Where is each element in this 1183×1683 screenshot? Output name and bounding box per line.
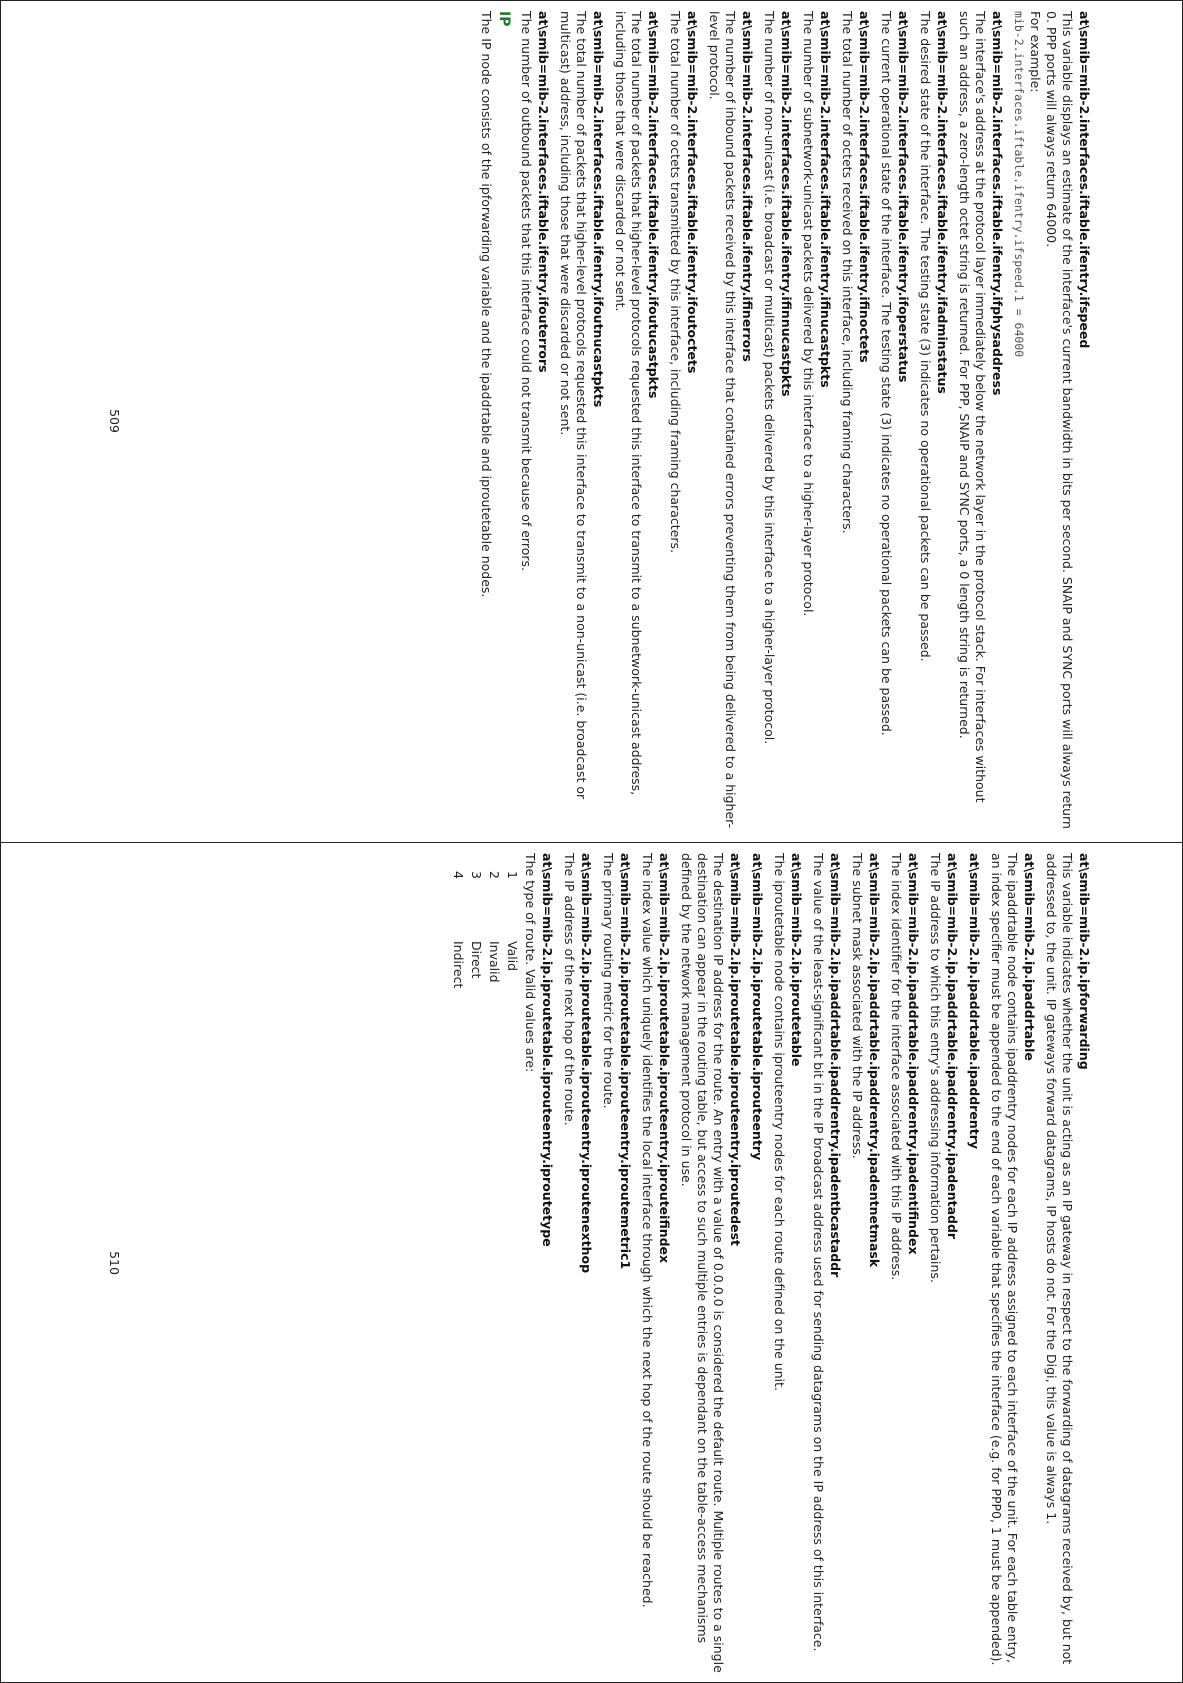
entry-ifoutnucastpkts: [557, 11, 606, 831]
entry-heading: at\smib=mib-2.ip.ipaddrtable.ipaddrentry.ipadentifindex: [906, 853, 921, 1255]
section-heading-ip: IP: [496, 11, 512, 27]
entry-description: The ipaddrtable node contains ipaddrentry nodes for each IP address assigned to each interface of the unit. For each table entry, an index specifier must be appended to the end of each variable that specifies the interface (e.g. for PPP0, 1 must be appended).: [989, 853, 1020, 1666]
entry-description: The total number of packets that higher-level protocols requested this interface to transmit to a non-unicast (i.e. broadcast or multicast) address, including those that were discarded or not sent.: [558, 11, 589, 800]
list-item: [468, 853, 484, 1673]
entry-heading: at\smib=mib-2.ip.ipaddrtable.ipaddrentry.ipadentaddr: [945, 853, 960, 1240]
entry-ipforwarding: [1043, 853, 1092, 1673]
entry-ifspeed: [1011, 11, 1092, 831]
entry-iproutetable: [771, 853, 804, 1673]
entry-heading: at\smib=mib-2.ip.ipaddrtable.ipaddrentry: [967, 853, 982, 1150]
entry-ifinnucastpkts: [761, 11, 794, 831]
entry-heading: at\smib=mib-2.interfaces.iftable.ifentry.ifoutnucastpkts: [591, 11, 606, 408]
route-type-number: 2: [487, 871, 502, 879]
example-label: For example:: [1028, 11, 1043, 93]
entry-heading: at\smib=mib-2.ip.iproutetable.iprouteentry.iproutedest: [728, 853, 743, 1247]
entry-heading: at\smib=mib-2.ip.ipforwarding: [1077, 853, 1092, 1070]
entry-description: This variable displays an estimate of the interface's current bandwidth in bits per second. SNAIP and SYNC ports will always return 0. PPP ports will always return 64000.: [1044, 11, 1075, 829]
entry-description: The number of non-unicast (i.e. broadcast or multicast) packets delivered by this interface to a higher-layer protocol.: [762, 11, 777, 745]
entry-ipaddrtable: [988, 853, 1037, 1673]
entry-ipaddrentry: [966, 853, 982, 1673]
entry-heading: at\smib=mib-2.interfaces.iftable.ifentry.ifinucastpkts: [818, 11, 833, 388]
entry-heading: at\smib=mib-2.interfaces.iftable.ifentry.ifouterrors: [536, 11, 551, 373]
entry-iproutenexthop: [561, 853, 594, 1673]
route-type-label: Invalid: [487, 941, 502, 983]
entry-description: The destination IP address for the route. An entry with a value of 0.0.0.0 is considered the default route. Multiple routes to a single destination can appear in the routing table, but access to such multiple entries is dependant on the table-access mechanisms defined by the network management protocol in use.: [679, 853, 726, 1673]
route-type-number: 3: [469, 871, 484, 879]
entry-heading: at\smib=mib-2.ip.iproutetable.iprouteentry: [750, 853, 765, 1161]
entry-description: The value of the least-significant bit in the IP broadcast address used for sending datagrams on the IP address of this interface.: [811, 853, 826, 1652]
entry-ifinerrors: [706, 11, 755, 831]
route-type-number: 4: [451, 871, 466, 879]
list-item: [504, 853, 520, 1673]
entry-description: The subnet mask associated with the IP address.: [850, 853, 865, 1159]
route-type-number: 1: [505, 871, 520, 879]
entry-description: The total number of packets that higher-level protocols requested this interface to transmit to a subnetwork-unicast address, including those that were discarded or not sent.: [613, 11, 644, 796]
entry-description: The interface's address at the protocol layer immediately below the network layer in the protocol stack. For interfaces without such an address, a zero-length octet string is returned. For PPP, SNAIP and SYNC ports, a 0 length string is returned.: [957, 11, 988, 803]
entry-description: The IP address of the next hop of the route.: [562, 853, 577, 1126]
entry-ifinucastpkts: [800, 11, 833, 831]
entry-ipadentnetmask: [849, 853, 882, 1673]
entry-heading: at\smib=mib-2.ip.iproutetable: [789, 853, 804, 1067]
entry-heading: at\smib=mib-2.ip.ipaddrtable: [1022, 853, 1037, 1061]
entry-description: The desired state of the interface. The testing state (3) indicates no operational packets can be passed.: [918, 11, 933, 662]
entry-ifouterrors: [518, 11, 551, 831]
entry-description: The number of outbound packets that this interface could not transmit because of errors.: [519, 11, 534, 571]
entry-heading: at\smib=mib-2.interfaces.iftable.ifentry.ifspeed: [1077, 11, 1092, 349]
entry-ifoutucastpkts: [612, 11, 661, 831]
entry-description: The number of inbound packets received by this interface that contained errors preventing them from being delivered to a higher-level protocol.: [707, 11, 738, 828]
page-number: 510: [107, 1251, 122, 1275]
entry-heading: at\smib=mib-2.ip.iproutetable.iprouteentry.iproutemetric1: [618, 853, 633, 1270]
entry-description: The total number of octets received on this interface, including framing characters.: [840, 11, 855, 534]
entry-ifinoctets: [839, 11, 872, 831]
route-type-label: Indirect: [451, 941, 466, 989]
entry-heading: at\smib=mib-2.interfaces.iftable.ifentry.ifoutoctets: [685, 11, 700, 374]
entry-description: The number of subnetwork-unicast packets delivered by this interface to a higher-layer protocol.: [801, 11, 816, 617]
entry-description: This variable indicates whether the unit is acting as an IP gateway in respect to the forwarding of datagrams received by, but not addressed to, the unit. IP gateways forward datagrams, IP hosts do not. For the Digi, this value is always 1.: [1044, 853, 1075, 1665]
example-code: mib-2.interfaces.iftable.ifentry.ifspeed.1 = 64000: [1012, 11, 1026, 358]
entry-iprouteentry: [749, 853, 765, 1673]
entry-heading: at\smib=mib-2.interfaces.iftable.ifentry.ifoperstatus: [896, 11, 911, 383]
entry-description: The current operational state of the interface. The testing state (3) indicates no operational packets can be passed.: [879, 11, 894, 736]
page-510: [92, 853, 1092, 1673]
entry-heading: at\smib=mib-2.interfaces.iftable.ifentry.ifadminstatus: [935, 11, 950, 394]
entry-heading: at\smib=mib-2.interfaces.iftable.ifentry.ifphysaddress: [990, 11, 1005, 396]
entry-heading: at\smib=mib-2.interfaces.iftable.ifentry.ifinnucastpkts: [779, 11, 794, 397]
list-item: [486, 853, 502, 1673]
entry-heading: at\smib=mib-2.interfaces.iftable.ifentry.ifinerrors: [740, 11, 755, 362]
entry-heading: at\smib=mib-2.ip.iproutetable.iprouteentry.iproutetype: [540, 853, 555, 1247]
section-description: The IP node consists of the ipforwarding variable and the ipaddrtable and iproutetable nodes.: [479, 11, 494, 598]
page-509: [92, 11, 1092, 831]
page-divider: [1, 842, 1183, 843]
entry-iproutedest: [678, 853, 743, 1673]
list-item: [450, 853, 466, 1673]
page-number: 509: [107, 409, 122, 433]
entry-description: The iproutetable node contains iprouteentry nodes for each route defined on the unit.: [772, 853, 787, 1392]
entry-heading: at\smib=mib-2.ip.iproutetable.iprouteentry.iprouteifindex: [657, 853, 672, 1264]
entry-ipadentifindex: [888, 853, 921, 1673]
route-type-list: [450, 853, 520, 1673]
entry-heading: at\smib=mib-2.interfaces.iftable.ifentry.ifinoctets: [857, 11, 872, 363]
entry-iprouteifindex: [639, 853, 672, 1673]
entry-description: The primary routing metric for the route.: [601, 853, 616, 1109]
route-type-label: Direct: [469, 941, 484, 979]
entry-ifphysaddress: [956, 11, 1005, 831]
entry-ipadentbcastaddr: [810, 853, 843, 1673]
entry-heading: at\smib=mib-2.interfaces.iftable.ifentry.ifoutucastpkts: [646, 11, 661, 399]
entry-ifoutoctets: [667, 11, 700, 831]
entry-ifadminstatus: [917, 11, 950, 831]
entry-ipadentaddr: [927, 853, 960, 1673]
entry-heading: at\smib=mib-2.ip.ipaddrtable.ipaddrentry.ipadentnetmask: [867, 853, 882, 1268]
entry-ifoperstatus: [878, 11, 911, 831]
entry-iproutemetric1: [600, 853, 633, 1673]
entry-description: The total number of octets transmitted by this interface, including framing characters.: [668, 11, 683, 553]
route-type-label: Valid: [505, 941, 520, 972]
entry-description: The index identifier for the interface associated with this IP address.: [889, 853, 904, 1281]
entry-heading: at\smib=mib-2.ip.ipaddrtable.ipaddrentry.ipadentbcastaddr: [828, 853, 843, 1278]
entry-iproutetype: [450, 853, 555, 1673]
entry-description: The type of route. Valid values are:: [523, 853, 538, 1073]
entry-heading: at\smib=mib-2.ip.iproutetable.iprouteentry.iproutenexthop: [579, 853, 594, 1274]
entry-description: The IP address to which this entry's addressing information pertains.: [928, 853, 943, 1283]
entry-description: The index value which uniquely identifies the local interface through which the next hop of the route should be reached.: [640, 853, 655, 1608]
